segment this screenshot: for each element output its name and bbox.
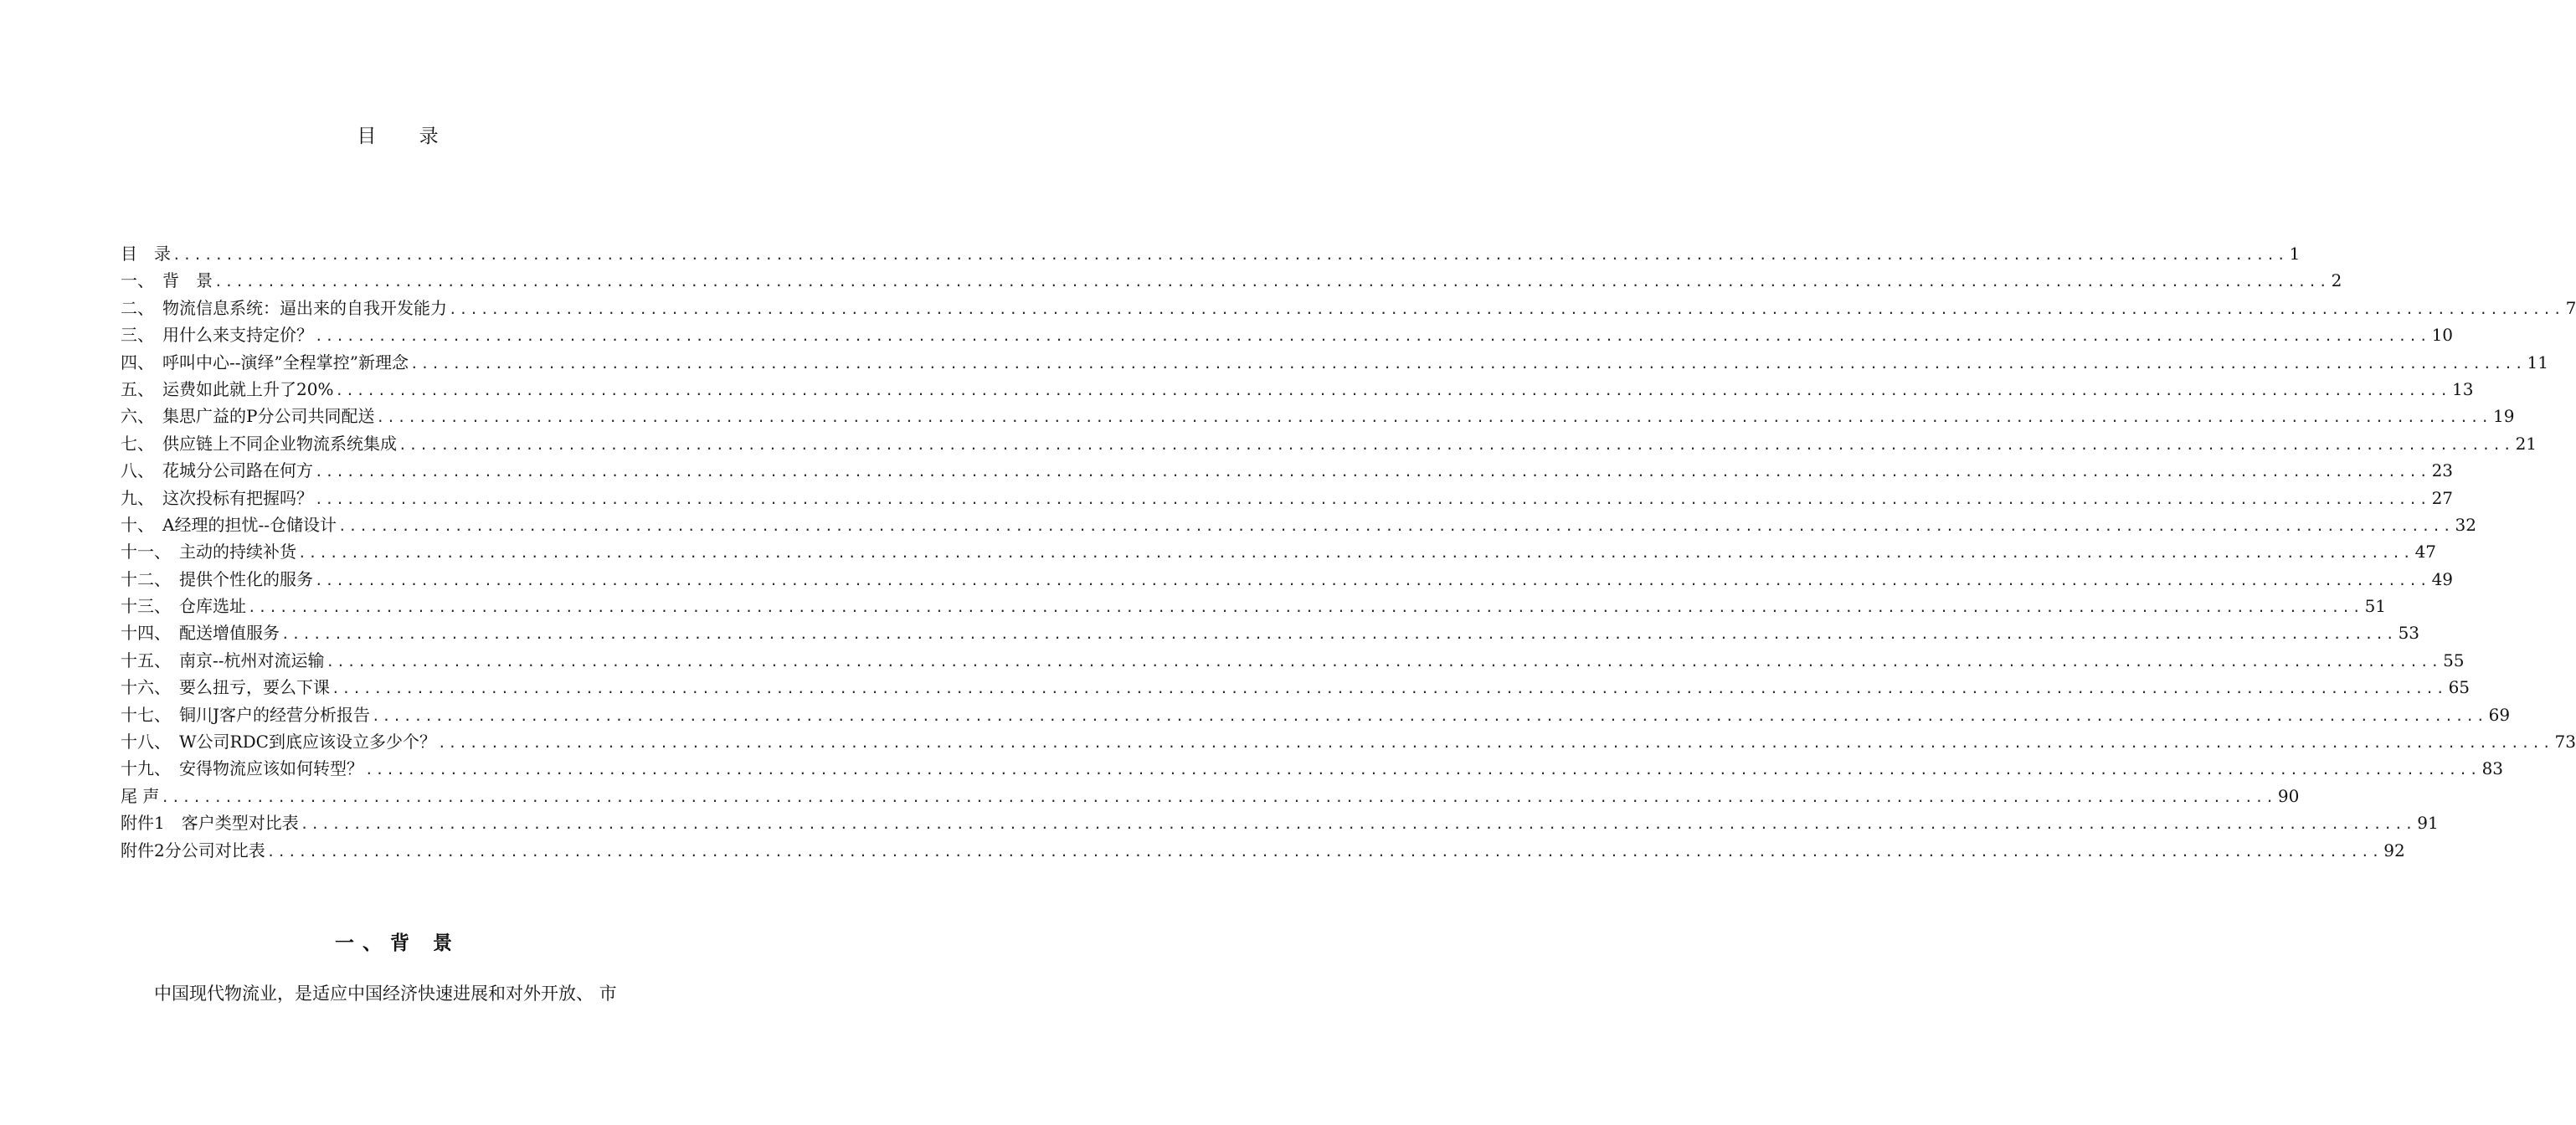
- toc-entry-number: 五、: [121, 378, 162, 399]
- toc-leader-dots: ........................................................................................................................................................................................................: [214, 274, 2330, 290]
- toc-entry[interactable]: [121, 783, 2300, 809]
- toc-leader-dots: ........................................................................................................................................................................................................: [365, 762, 2481, 778]
- toc-leader-dots: ........................................................................................................................................................................................................: [315, 464, 2430, 480]
- toc-entry-title: 铜川J客户的经营分析报告: [179, 704, 371, 725]
- toc-entry-number: 三、: [121, 325, 162, 346]
- toc-entry-page: 11: [2527, 352, 2548, 372]
- toc-leader-dots: ........................................................................................................................................................................................................: [248, 599, 2363, 616]
- toc-entry[interactable]: [121, 485, 2454, 511]
- toc-entry-title: W公司RDC到底应该设立多少个？: [179, 732, 436, 753]
- toc-entry-title: 仓库选址: [179, 596, 246, 617]
- toc-entry[interactable]: [121, 701, 2511, 728]
- toc-leader-dots: ........................................................................................................................................................................................................: [298, 545, 2414, 562]
- toc-entry-page: 49: [2431, 568, 2454, 589]
- toc-entry-number: 十一、: [121, 542, 179, 562]
- toc-entry[interactable]: [121, 593, 2387, 619]
- toc-entry-title: 分公司对比表: [164, 840, 265, 860]
- toc-entry[interactable]: [121, 674, 2471, 701]
- toc-entry[interactable]: [121, 619, 2420, 646]
- toc-entry[interactable]: [121, 321, 2454, 348]
- toc-entry[interactable]: [121, 538, 2437, 565]
- toc-entry-title: 物流信息系统：逼出来的自我开发能力: [162, 297, 447, 318]
- toc-leader-dots: ........................................................................................................................................................................................................: [326, 653, 2442, 670]
- toc-entry-number: 一、 背 景: [121, 270, 213, 291]
- toc-entry-number: 十八、: [121, 732, 179, 753]
- toc-leader-dots: ........................................................................................................................................................................................................: [337, 517, 2454, 534]
- toc-entry-page: 2: [2331, 270, 2342, 291]
- toc-entry-number: 十七、: [121, 704, 179, 725]
- toc-entry-page: 32: [2455, 514, 2476, 535]
- toc-entry[interactable]: [121, 728, 2576, 755]
- toc-entry-number: 十二、: [121, 568, 179, 589]
- toc-entry-page: 21: [2515, 433, 2537, 454]
- toc-leader-dots: ........................................................................................................................................................................................................: [372, 707, 2487, 724]
- toc-leader-dots: ........................................................................................................................................................................................................: [437, 735, 2553, 752]
- toc-entry-number: 尾 声: [121, 785, 160, 806]
- toc-entry[interactable]: [121, 376, 2474, 403]
- toc-entry-page: 7: [2565, 297, 2576, 318]
- toc-entry-page: 65: [2448, 677, 2471, 698]
- section-heading: 一、背 景: [334, 932, 460, 954]
- toc-entry[interactable]: [121, 267, 2342, 294]
- toc-entry-page: 13: [2452, 378, 2474, 399]
- toc-leader-dots: ........................................................................................................................................................................................................: [409, 355, 2526, 372]
- toc-leader-dots: ........................................................................................................................................................................................................: [376, 409, 2492, 426]
- toc-entry-page: 92: [2383, 840, 2405, 860]
- toc-entry-page: 91: [2417, 813, 2439, 834]
- toc-entry[interactable]: [121, 457, 2454, 484]
- toc-leader-dots: ........................................................................................................................................................................................................: [335, 382, 2451, 398]
- body-paragraph: 中国现代物流业，是适应中国经济快速进展和对外开放、 市: [154, 984, 617, 1004]
- toc-entry-page: 53: [2398, 623, 2420, 644]
- toc-entry-title: A经理的担忧--仓储设计: [162, 514, 337, 535]
- toc-leader-dots: ........................................................................................................................................................................................................: [315, 328, 2430, 345]
- toc-entry[interactable]: [121, 511, 2476, 538]
- toc-entry[interactable]: [121, 430, 2537, 457]
- toc-entry-title: 客户类型对比表: [181, 813, 299, 834]
- toc-entry-number: 十五、: [121, 650, 179, 670]
- toc-leader-dots: ........................................................................................................................................................................................................: [398, 436, 2514, 453]
- toc-entry[interactable]: [121, 403, 2515, 429]
- toc-entry-page: 69: [2488, 704, 2511, 725]
- toc-entry-page: 27: [2431, 487, 2454, 508]
- toc-entry-title: 南京--杭州对流运输: [179, 650, 325, 670]
- toc-leader-dots: ........................................................................................................................................................................................................: [281, 626, 2397, 643]
- toc-entry-number: 附件2: [121, 840, 165, 860]
- toc-entry-title: 提供个性化的服务: [179, 568, 313, 589]
- toc-entry[interactable]: [121, 349, 2548, 376]
- toc-entry-page: 10: [2431, 325, 2454, 346]
- toc-entry-number: 十九、: [121, 758, 179, 779]
- toc-leader-dots: ........................................................................................................................................................................................................: [161, 789, 2276, 805]
- toc-entry-title: 运费如此就上升了20%: [162, 378, 334, 399]
- toc-entry[interactable]: [121, 755, 2504, 782]
- table-of-contents: [121, 240, 2576, 864]
- toc-entry[interactable]: [121, 647, 2465, 674]
- toc-entry-number: 六、: [121, 406, 162, 427]
- toc-entry-title: 主动的持续补货: [179, 542, 296, 562]
- toc-leader-dots: ........................................................................................................................................................................................................: [266, 843, 2383, 860]
- toc-entry-page: 1: [2289, 244, 2301, 264]
- toc-entry-title: 这次投标有把握吗？: [162, 487, 313, 508]
- toc-entry-title: 要么扭亏，要么下课: [179, 677, 330, 698]
- toc-entry-number: 九、: [121, 487, 162, 508]
- toc-entry-title: 配送增值服务: [179, 623, 280, 644]
- toc-entry[interactable]: [121, 240, 2301, 267]
- toc-entry-number: 目 录: [121, 244, 171, 264]
- toc-entry[interactable]: [121, 837, 2405, 864]
- toc-entry[interactable]: [121, 566, 2454, 593]
- toc-entry-title: 集思广益的P分公司共同配送: [162, 406, 375, 427]
- toc-leader-dots: ........................................................................................................................................................................................................: [332, 681, 2447, 697]
- toc-entry-number: 二、: [121, 297, 162, 318]
- toc-entry-number: 十四、: [121, 623, 179, 644]
- toc-entry-page: 19: [2493, 406, 2515, 427]
- toc-entry-page: 23: [2431, 460, 2454, 481]
- toc-leader-dots: ........................................................................................................................................................................................................: [315, 572, 2430, 588]
- toc-entry-page: 51: [2364, 596, 2387, 617]
- toc-entry-title: 花城分公司路在何方: [162, 460, 313, 481]
- toc-entry-number: 十、: [121, 514, 162, 535]
- toc-entry-number: 八、: [121, 460, 162, 481]
- toc-entry-title: 供应链上不同企业物流系统集成: [162, 433, 397, 454]
- toc-entry-page: 90: [2277, 785, 2300, 806]
- toc-entry-title: 用什么来支持定价？: [162, 325, 313, 346]
- toc-leader-dots: ........................................................................................................................................................................................................: [315, 491, 2430, 507]
- toc-entry[interactable]: [121, 809, 2439, 836]
- toc-entry-title: 呼叫中心--演绎”全程掌控”新理念: [162, 352, 409, 372]
- toc-entry-title: 安得物流应该如何转型？: [179, 758, 363, 779]
- toc-entry-number: 四、: [121, 352, 162, 372]
- toc-leader-dots: ........................................................................................................................................................................................................: [449, 301, 2564, 317]
- toc-entry[interactable]: [121, 295, 2576, 321]
- toc-leader-dots: ........................................................................................................................................................................................................: [300, 816, 2416, 833]
- toc-entry-page: 55: [2443, 650, 2465, 670]
- toc-entry-number: 七、: [121, 433, 162, 454]
- toc-entry-number: 十六、: [121, 677, 179, 698]
- toc-leader-dots: ........................................................................................................................................................................................................: [172, 247, 2288, 263]
- toc-entry-number: 附件1: [121, 813, 182, 834]
- toc-entry-page: 47: [2414, 542, 2437, 562]
- toc-entry-page: 73: [2554, 732, 2576, 753]
- toc-entry-number: 十三、: [121, 596, 179, 617]
- toc-entry-page: 83: [2481, 758, 2504, 779]
- page-title: 目 录: [357, 126, 457, 147]
